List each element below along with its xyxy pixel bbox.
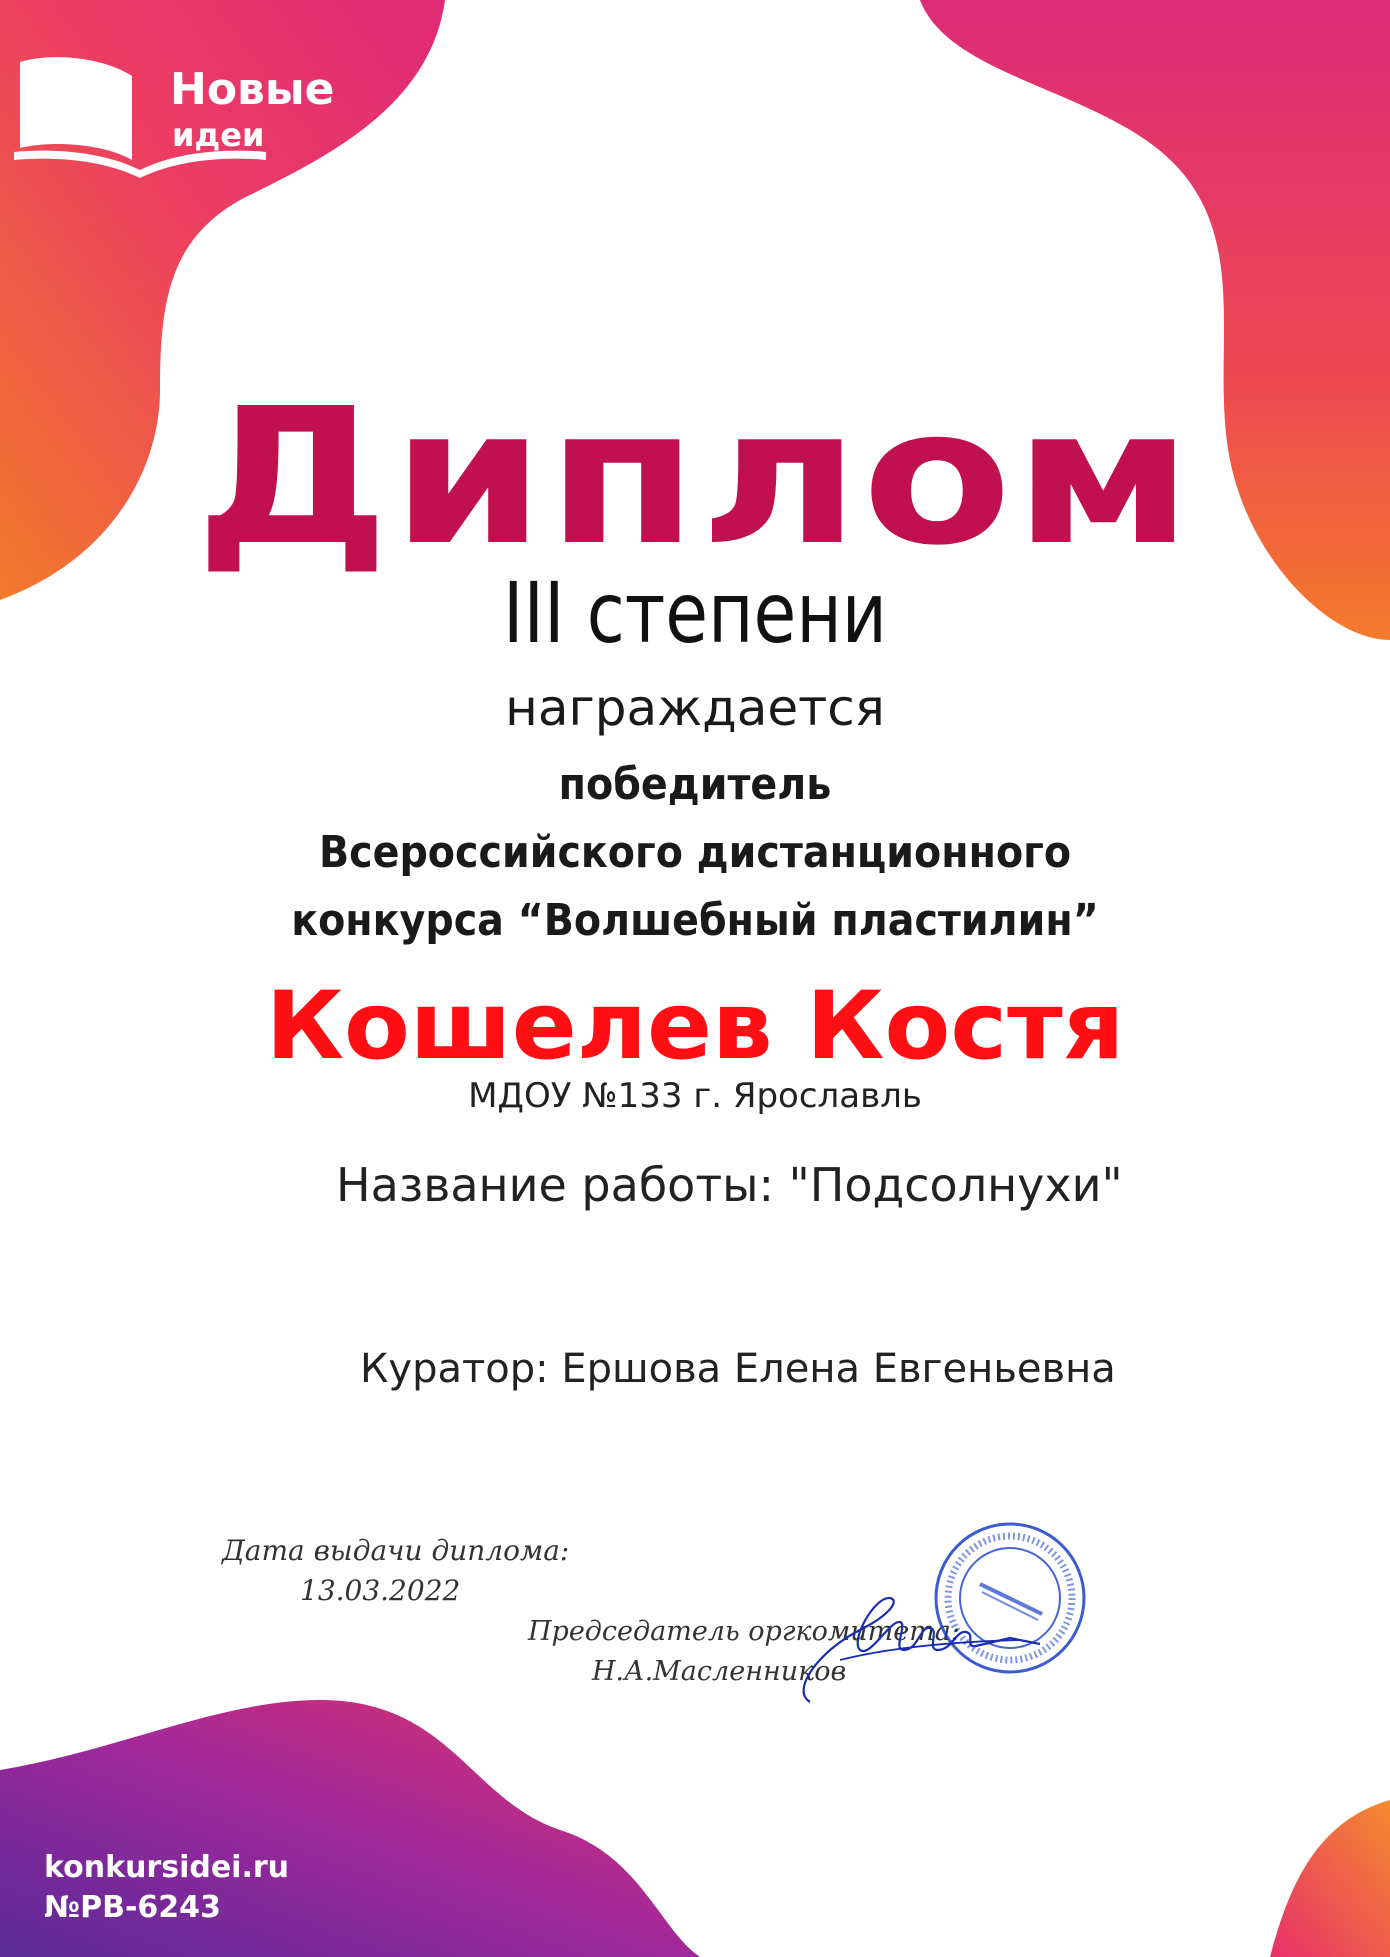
- bottom-right-blob: [1270, 1800, 1390, 1957]
- diploma-degree: III степени: [503, 564, 887, 662]
- curator: Куратор: Ершова Елена Евгеньевна: [360, 1346, 1116, 1392]
- contest-line-1: Всероссийского дистанционного: [318, 827, 1072, 878]
- chairman-label: Председатель оргкомитета:: [528, 1616, 960, 1647]
- work-title: Название работы: "Подсолнухи": [336, 1158, 1123, 1212]
- website-text: konkursidei.ru: [44, 1850, 290, 1885]
- winner-text: победитель: [558, 759, 832, 810]
- registration-number: №РВ-6243: [44, 1890, 221, 1925]
- handwritten-signature: [780, 1580, 1080, 1710]
- recipient-name: Кошелев Костя: [265, 972, 1125, 1081]
- organization: МДОУ №133 г. Ярославль: [468, 1076, 922, 1116]
- contest-line-2: конкурса “Волшебный пластилин”: [291, 895, 1099, 946]
- chairman-name: Н.А.Масленников: [592, 1656, 847, 1687]
- logo-title: Новые: [170, 64, 335, 115]
- diploma-title: Диплом: [195, 368, 1195, 587]
- issue-date-label: Дата выдачи диплома:: [222, 1534, 570, 1567]
- logo-subtitle: идеи: [172, 116, 265, 154]
- awarded-text: награждается: [505, 679, 885, 737]
- issue-date-value: 13.03.2022: [300, 1574, 461, 1607]
